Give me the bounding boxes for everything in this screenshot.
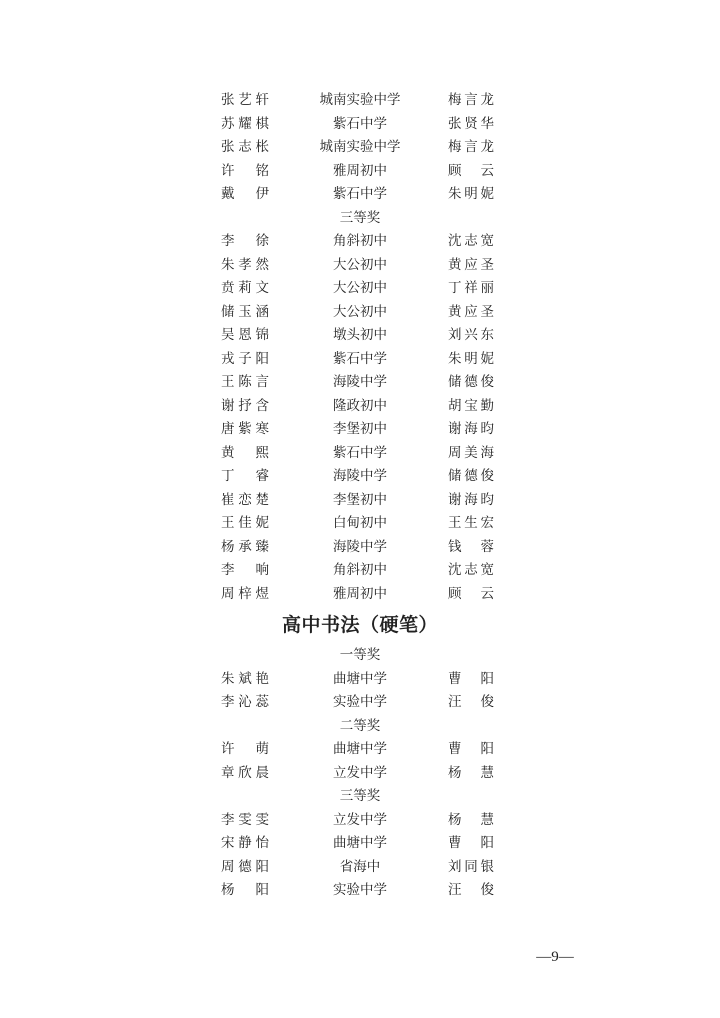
school-name: 角斜初中 xyxy=(333,562,387,578)
table-row xyxy=(0,831,720,855)
teacher-name: 汪 俊 xyxy=(448,882,494,898)
school-name: 城南实验中学 xyxy=(319,92,401,108)
student-name: 宋静怡 xyxy=(221,835,269,851)
school-name: 雅周初中 xyxy=(333,585,387,602)
school-name: 立发中学 xyxy=(333,811,387,828)
award-level-label: 二等奖 xyxy=(339,717,381,734)
table-row xyxy=(0,464,720,488)
teacher-name: 朱明妮 xyxy=(448,350,494,367)
student-name: 李 徐 xyxy=(221,233,269,249)
student-name: 吴恩锦 xyxy=(221,327,269,343)
student-name: 许 萌 xyxy=(221,741,269,757)
school-name: 海陵中学 xyxy=(333,538,387,555)
school-name: 李堡初中 xyxy=(333,491,387,508)
award-level-heading xyxy=(0,714,720,738)
student-name: 储玉涵 xyxy=(221,303,269,320)
school-name: 实验中学 xyxy=(333,882,387,898)
table-row xyxy=(0,159,720,183)
teacher-name: 刘同银 xyxy=(448,858,494,875)
student-name: 王陈言 xyxy=(221,374,269,390)
award-level-label: 一等奖 xyxy=(339,647,381,663)
student-name: 戎子阳 xyxy=(221,350,269,367)
school-name: 李堡初中 xyxy=(333,421,387,437)
student-name: 崔恋楚 xyxy=(221,491,269,508)
student-name: 戴 伊 xyxy=(221,186,269,202)
school-name: 隆政初中 xyxy=(333,397,387,414)
school-name: 大公初中 xyxy=(333,256,387,273)
student-name: 朱孝然 xyxy=(221,256,269,273)
table-row xyxy=(0,690,720,714)
table-row xyxy=(0,511,720,535)
school-name: 曲塘中学 xyxy=(333,835,387,851)
table-row xyxy=(0,808,720,832)
table-row xyxy=(0,347,720,371)
school-name: 曲塘中学 xyxy=(333,670,387,687)
student-name: 谢抒含 xyxy=(221,397,269,414)
table-row xyxy=(0,229,720,253)
teacher-name: 沈志宽 xyxy=(448,233,494,249)
table-row xyxy=(0,88,720,112)
student-name: 贲莉文 xyxy=(221,280,269,296)
teacher-name: 胡宝勤 xyxy=(448,397,494,414)
table-row xyxy=(0,300,720,324)
award-level-heading xyxy=(0,643,720,667)
teacher-name: 曹 阳 xyxy=(448,835,494,851)
school-name: 墩头初中 xyxy=(333,327,387,343)
teacher-name: 杨 慧 xyxy=(448,811,494,828)
table-row xyxy=(0,276,720,300)
table-row xyxy=(0,488,720,512)
student-name: 张艺轩 xyxy=(221,92,269,108)
student-name: 丁 睿 xyxy=(221,468,269,484)
teacher-name: 朱明妮 xyxy=(448,186,494,202)
teacher-name: 丁祥丽 xyxy=(448,280,494,296)
table-row xyxy=(0,582,720,606)
school-name: 紫石中学 xyxy=(333,444,387,461)
table-row xyxy=(0,370,720,394)
teacher-name: 黄应圣 xyxy=(448,256,494,273)
student-name: 许 铭 xyxy=(221,162,269,179)
student-name: 杨 阳 xyxy=(221,882,269,898)
school-name: 紫石中学 xyxy=(333,350,387,367)
table-row xyxy=(0,761,720,785)
school-name: 雅周初中 xyxy=(333,162,387,179)
page-number: —9— xyxy=(536,949,574,965)
table-row xyxy=(0,182,720,206)
school-name: 大公初中 xyxy=(333,303,387,320)
school-name: 省海中 xyxy=(339,858,381,875)
teacher-name: 储德俊 xyxy=(448,374,494,390)
school-name: 大公初中 xyxy=(333,280,387,296)
school-name: 实验中学 xyxy=(333,694,387,710)
student-name: 章欣晨 xyxy=(221,764,269,781)
teacher-name: 张贤华 xyxy=(448,115,494,132)
teacher-name: 谢海昀 xyxy=(448,491,494,508)
teacher-name: 王生宏 xyxy=(448,515,494,531)
teacher-name: 梅言龙 xyxy=(448,139,494,155)
school-name: 海陵中学 xyxy=(333,374,387,390)
school-name: 白甸初中 xyxy=(333,515,387,531)
student-name: 苏耀棋 xyxy=(221,115,269,132)
student-name: 李雯雯 xyxy=(221,811,269,828)
teacher-name: 汪 俊 xyxy=(448,694,494,710)
teacher-name: 刘兴东 xyxy=(448,327,494,343)
teacher-name: 曹 阳 xyxy=(448,670,494,687)
teacher-name: 沈志宽 xyxy=(448,562,494,578)
table-row xyxy=(0,855,720,879)
teacher-name: 梅言龙 xyxy=(448,92,494,108)
student-name: 周梓煜 xyxy=(221,585,269,602)
table-row xyxy=(0,112,720,136)
award-level-label: 三等奖 xyxy=(339,788,381,804)
student-name: 王佳妮 xyxy=(221,515,269,531)
table-row xyxy=(0,253,720,277)
teacher-name: 周美海 xyxy=(448,444,494,461)
student-name: 朱斌艳 xyxy=(221,670,269,687)
school-name: 紫石中学 xyxy=(333,186,387,202)
student-name: 杨承臻 xyxy=(221,538,269,555)
school-name: 角斜初中 xyxy=(333,233,387,249)
teacher-name: 顾 云 xyxy=(448,162,494,179)
school-name: 立发中学 xyxy=(333,764,387,781)
table-row xyxy=(0,441,720,465)
teacher-name: 钱 蓉 xyxy=(448,538,494,555)
table-row xyxy=(0,667,720,691)
teacher-name: 顾 云 xyxy=(448,585,494,602)
table-row xyxy=(0,558,720,582)
teacher-name: 黄应圣 xyxy=(448,303,494,320)
student-name: 李 响 xyxy=(221,562,269,578)
teacher-name: 曹 阳 xyxy=(448,741,494,757)
table-row xyxy=(0,737,720,761)
student-name: 唐紫寒 xyxy=(221,421,269,437)
table-row xyxy=(0,417,720,441)
table-row xyxy=(0,535,720,559)
teacher-name: 储德俊 xyxy=(448,468,494,484)
table-row xyxy=(0,135,720,159)
table-row xyxy=(0,394,720,418)
student-name: 张志枨 xyxy=(221,139,269,155)
school-name: 曲塘中学 xyxy=(333,741,387,757)
teacher-name: 杨 慧 xyxy=(448,764,494,781)
teacher-name: 谢海昀 xyxy=(448,421,494,437)
award-level-label: 三等奖 xyxy=(339,209,381,226)
school-name: 紫石中学 xyxy=(333,115,387,132)
student-name: 李沁蕊 xyxy=(221,694,269,710)
award-level-heading xyxy=(0,784,720,808)
school-name: 城南实验中学 xyxy=(319,139,401,155)
student-name: 黄 熙 xyxy=(221,444,269,461)
award-level-heading xyxy=(0,206,720,230)
section-title: 高中书法（硬笔） xyxy=(281,614,438,636)
table-row xyxy=(0,878,720,902)
school-name: 海陵中学 xyxy=(333,468,387,484)
student-name: 周德阳 xyxy=(221,858,269,875)
table-row xyxy=(0,323,720,347)
